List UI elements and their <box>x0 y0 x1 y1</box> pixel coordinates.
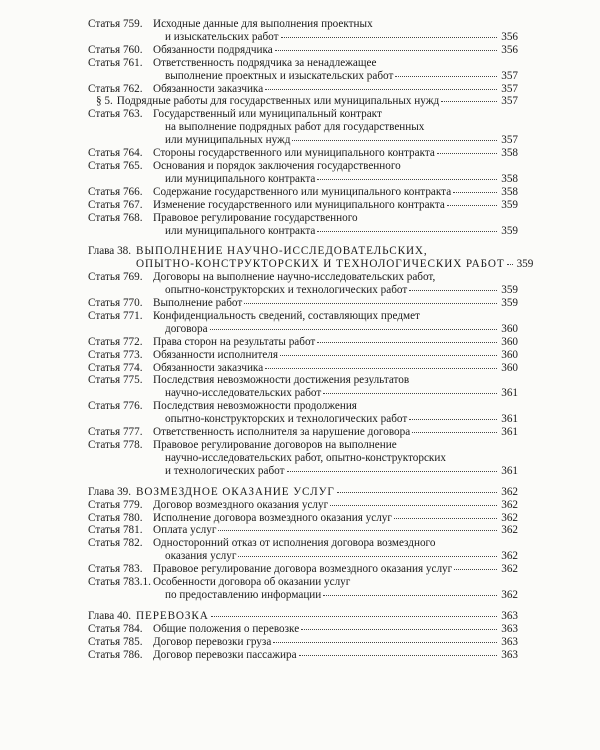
toc-entry-title-line: Содержание государственного или муниципального контракта <box>153 185 452 198</box>
toc-entry-title-line: Договор возмездного оказания услуг <box>153 498 329 511</box>
toc-entry-title <box>153 426 518 439</box>
dot-leader <box>273 641 497 643</box>
dot-leader <box>265 88 497 90</box>
toc-entry-title-line: Изменение государственного или муниципального контракта <box>153 198 445 211</box>
dot-leader <box>317 230 497 232</box>
dot-leader <box>409 289 497 291</box>
toc-article[interactable] <box>88 426 518 439</box>
toc-entry-title-line: или муниципальных нужд <box>165 134 291 147</box>
toc-page-number: 362 <box>501 563 518 576</box>
toc-entry-title <box>153 439 518 478</box>
dot-leader <box>317 341 497 343</box>
toc-article[interactable] <box>88 108 518 147</box>
toc-entry-number: Статья 764. <box>88 147 143 160</box>
toc-article[interactable] <box>88 18 518 44</box>
toc-article[interactable] <box>88 576 518 602</box>
toc-entry-title-line: оказания услуг <box>165 550 237 563</box>
toc-entry-title-line: Обязанности заказчика <box>153 361 264 374</box>
toc-entry-title-line: Ответственность исполнителя за нарушение договора <box>153 426 411 439</box>
toc-entry-number: Глава 38. <box>88 245 132 258</box>
dot-leader <box>211 615 497 617</box>
toc-entry-title <box>153 400 518 426</box>
toc-section[interactable] <box>88 95 518 108</box>
toc-entry-title <box>153 349 518 362</box>
toc-entry-title-line: договора <box>165 322 208 335</box>
toc-article[interactable] <box>88 199 518 212</box>
toc-entry-title <box>153 160 518 186</box>
toc-entry-title-line: или муниципального контракта <box>165 172 316 185</box>
toc-entry-number: Статья 786. <box>88 648 143 661</box>
toc-entry-number: Статья 775. <box>88 374 143 387</box>
toc-entry-title-line: или муниципального контракта <box>165 224 316 237</box>
toc-entry-title-line: опытно-конструкторских и технологических работ <box>165 284 408 297</box>
dot-leader <box>299 654 498 656</box>
toc-entry-title <box>153 524 518 537</box>
dot-leader <box>454 568 497 570</box>
toc-entry-title <box>153 362 518 375</box>
dot-leader <box>395 75 497 77</box>
toc-entry-title-line: Исходные данные для выполнения проектных <box>153 18 373 30</box>
toc-entry-number: § 5. <box>96 95 113 108</box>
toc-page-number: 360 <box>501 335 518 348</box>
toc-entry-number: Статья 771. <box>88 309 143 322</box>
toc-entry-title <box>153 537 518 563</box>
toc-page-number: 362 <box>501 550 518 563</box>
toc-entry-title-line: Правовое регулирование договора возмездного оказания услуг <box>153 563 453 576</box>
toc-page-number: 362 <box>501 498 518 511</box>
toc-entry-number: Статья 776. <box>88 400 143 413</box>
toc-page-number: 362 <box>501 511 518 524</box>
toc-article[interactable] <box>88 563 518 576</box>
toc-chapter[interactable] <box>88 245 534 271</box>
toc-entry-number: Статья 759. <box>88 18 143 30</box>
toc-page-number: 363 <box>501 635 518 648</box>
toc-article[interactable] <box>88 524 518 537</box>
toc-page-number: 357 <box>501 95 518 108</box>
toc-article[interactable] <box>88 336 518 349</box>
toc-entry-title-line: ВЫПОЛНЕНИЕ НАУЧНО-ИССЛЕДОВАТЕЛЬСКИХ, <box>136 245 428 258</box>
toc-entry-title-line: Обязанности исполнителя <box>153 348 279 361</box>
toc-article[interactable] <box>88 160 518 186</box>
toc-entry-title-line: Особенности договора об оказании услуг <box>153 576 351 589</box>
toc-page-number: 356 <box>501 30 518 43</box>
toc-article[interactable] <box>88 297 518 310</box>
toc-page-number: 357 <box>501 69 518 82</box>
dot-leader <box>447 204 497 206</box>
toc-entry-title-line: Оплата услуг <box>153 524 217 537</box>
toc-entry-number: Статья 765. <box>88 159 143 172</box>
dot-leader <box>437 152 497 154</box>
dot-leader <box>275 49 497 51</box>
toc-entry-title-line: Договор перевозки пассажира <box>153 648 297 661</box>
toc-page-number: 363 <box>501 609 518 622</box>
toc-article[interactable] <box>88 512 518 525</box>
toc-entry-number: Глава 40. <box>88 609 132 622</box>
toc-entry-number: Статья 783.1. <box>88 576 151 589</box>
toc-entry-title-line: Последствия невозможности продолжения <box>153 400 357 413</box>
toc-page-number: 359 <box>501 224 518 237</box>
toc-entry-title <box>136 245 534 271</box>
toc-article[interactable] <box>88 212 518 238</box>
dot-leader <box>210 328 498 330</box>
toc-article[interactable] <box>88 439 518 478</box>
toc-entry-title <box>153 108 518 147</box>
toc-entry-number: Статья 780. <box>88 511 143 524</box>
toc-page-number: 360 <box>501 348 518 361</box>
toc-entry-title <box>153 563 518 576</box>
toc-entry-number: Статья 781. <box>88 524 143 537</box>
chapter-gap <box>88 602 518 610</box>
toc-article[interactable] <box>88 83 518 96</box>
toc-page-number: 362 <box>501 485 518 498</box>
toc-article[interactable] <box>88 537 518 563</box>
toc-block <box>88 18 518 237</box>
toc-entry-number: Статья 763. <box>88 108 143 121</box>
toc-page-number: 358 <box>501 172 518 185</box>
dot-leader <box>441 100 497 102</box>
dot-leader <box>301 628 497 630</box>
toc-entry-title-line: по предоставлению информации <box>165 588 322 601</box>
toc-block <box>88 610 518 662</box>
dot-leader <box>287 470 498 472</box>
toc-entry-number: Статья 767. <box>88 198 143 211</box>
toc-chapter[interactable] <box>88 610 518 623</box>
toc-entry-title <box>153 44 518 57</box>
toc-article[interactable] <box>88 44 518 57</box>
dot-leader <box>323 392 497 394</box>
toc-entry-title <box>153 649 518 662</box>
toc-entry-number: Глава 39. <box>88 485 132 498</box>
toc-entry-title-line: Односторонний отказ от исполнения договора возмездного <box>153 537 436 550</box>
toc-entry-title <box>153 576 518 602</box>
dot-leader <box>238 555 497 557</box>
toc-entry-number: Статья 773. <box>88 348 143 361</box>
toc-entry-title-line: Обязанности подрядчика <box>153 43 273 56</box>
toc-article[interactable] <box>88 636 518 649</box>
toc-article[interactable] <box>88 349 518 362</box>
toc-page-number: 359 <box>501 284 518 297</box>
toc-page-number: 360 <box>501 322 518 335</box>
chapter-gap <box>88 237 518 245</box>
toc-article[interactable] <box>88 57 518 83</box>
toc-entry-title-line: Договоры на выполнение научно-исследовательских работ, <box>153 271 436 284</box>
toc-entry-title <box>153 623 518 636</box>
toc-article[interactable] <box>88 147 518 160</box>
toc-entry-title <box>153 18 518 44</box>
toc-entry-number: Статья 770. <box>88 297 143 310</box>
toc-page <box>88 18 534 662</box>
toc-entry-title <box>153 271 518 297</box>
toc-entry-title-line: Правовое регулирование государственного <box>153 211 358 224</box>
toc-entry-title-line: и изыскательских работ <box>165 30 279 43</box>
toc-entry-number: Статья 772. <box>88 335 143 348</box>
toc-article[interactable] <box>88 649 518 662</box>
chapter-gap <box>88 478 518 486</box>
toc-entry-title <box>153 512 518 525</box>
toc-page-number: 361 <box>501 426 518 439</box>
toc-entry-title-line: Обязанности заказчика <box>153 82 264 95</box>
toc-page-number: 357 <box>501 82 518 95</box>
toc-page-number: 362 <box>501 588 518 601</box>
toc-entry-title-line: на выполнение подрядных работ для государственных <box>165 121 425 134</box>
toc-page-number: 360 <box>501 361 518 374</box>
toc-entry-title <box>117 95 518 108</box>
toc-page-number: 361 <box>501 413 518 426</box>
toc-entry-number: Статья 769. <box>88 271 143 284</box>
toc-entry-title-line: Выполнение работ <box>153 297 243 310</box>
toc-entry-title-line: Правовое регулирование договоров на выполнение <box>153 439 397 451</box>
toc-entry-number: Статья 783. <box>88 563 143 576</box>
toc-entry-title <box>153 636 518 649</box>
dot-leader <box>265 367 497 369</box>
toc-entry-title-line: выполнение проектных и изыскательских работ <box>165 69 394 82</box>
toc-entry-title <box>136 610 518 623</box>
dot-leader <box>412 431 497 433</box>
toc-entry-title-line: Ответственность подрядчика за ненадлежащее <box>153 56 377 69</box>
toc-entry-number: Статья 777. <box>88 426 143 439</box>
toc-entry-number: Статья 760. <box>88 43 143 56</box>
toc-entry-title-line: и технологических работ <box>165 464 285 477</box>
toc-block <box>88 486 518 602</box>
dot-leader <box>453 191 497 193</box>
toc-article[interactable] <box>88 271 518 297</box>
dot-leader <box>507 263 513 265</box>
toc-page-number: 359 <box>516 258 534 271</box>
toc-page-number: 361 <box>501 464 518 477</box>
toc-entry-title-line: ОПЫТНО-КОНСТРУКТОРСКИХ И ТЕХНОЛОГИЧЕСКИХ РАБОТ <box>136 258 505 271</box>
toc-article[interactable] <box>88 186 518 199</box>
toc-entry-title <box>153 147 518 160</box>
toc-entry-title <box>153 199 518 212</box>
toc-page-number: 356 <box>501 43 518 56</box>
dot-leader <box>394 517 497 519</box>
toc-entry-title <box>136 486 518 499</box>
toc-entry-number: Статья 782. <box>88 537 143 550</box>
toc-entry-number: Статья 785. <box>88 635 143 648</box>
toc-entry-number: Статья 766. <box>88 185 143 198</box>
dot-leader <box>409 418 497 420</box>
toc-entry-number: Статья 778. <box>88 439 143 451</box>
toc-page-number: 363 <box>501 622 518 635</box>
toc-entry-title-line: Исполнение договора возмездного оказания услуг <box>153 511 392 524</box>
toc-entry-title <box>153 186 518 199</box>
toc-entry-title-line: Общие положения о перевозке <box>153 622 300 635</box>
toc-entry-title <box>153 336 518 349</box>
toc-page-number: 359 <box>501 198 518 211</box>
toc-page-number: 358 <box>501 185 518 198</box>
toc-entry-number: Статья 761. <box>88 56 143 69</box>
toc-page-number: 357 <box>501 134 518 147</box>
toc-entry-title-line: ПЕРЕВОЗКА <box>136 609 209 622</box>
toc-article[interactable] <box>88 310 518 336</box>
dot-leader <box>218 529 497 531</box>
toc-entry-title <box>153 83 518 96</box>
toc-article[interactable] <box>88 623 518 636</box>
toc-article[interactable] <box>88 362 518 375</box>
dot-leader <box>317 178 497 180</box>
dot-leader <box>281 36 498 38</box>
toc-entry-title <box>153 310 518 336</box>
toc-entry-title-line: Последствия невозможности достижения результатов <box>153 374 410 387</box>
dot-leader <box>330 504 497 506</box>
toc-chapter[interactable] <box>88 486 518 499</box>
toc-page-number: 363 <box>501 648 518 661</box>
toc-page-number: 361 <box>501 387 518 400</box>
toc-entry-number: Статья 768. <box>88 211 143 224</box>
toc-article[interactable] <box>88 499 518 512</box>
toc-entry-title-line: Договор перевозки груза <box>153 635 272 648</box>
toc-entry-title-line: ВОЗМЕЗДНОЕ ОКАЗАНИЕ УСЛУГ <box>136 485 335 498</box>
toc-entry-number: Статья 779. <box>88 498 143 511</box>
dot-leader <box>280 354 497 356</box>
dot-leader <box>244 302 497 304</box>
toc-entry-number: Статья 762. <box>88 82 143 95</box>
toc-article[interactable] <box>88 400 518 426</box>
toc-entry-title <box>153 374 518 400</box>
toc-page-number: 362 <box>501 524 518 537</box>
toc-entry-title-line: Государственный или муниципальный контракт <box>153 108 382 121</box>
toc-entry-number: Статья 784. <box>88 622 143 635</box>
toc-entry-title-line: Стороны государственного или муниципального контракта <box>153 147 435 160</box>
toc-entry-title-line: научно-исследовательских работ, опытно-конструкторских <box>165 451 446 464</box>
toc-entry-title <box>153 297 518 310</box>
dot-leader <box>292 139 497 141</box>
toc-entry-title-line: Основания и порядок заключения государственного <box>153 159 401 172</box>
toc-entry-title-line: Права сторон на результаты работ <box>153 335 316 348</box>
dot-leader <box>323 594 497 596</box>
dot-leader <box>337 491 497 493</box>
toc-page-number: 358 <box>501 147 518 160</box>
toc-block <box>88 245 534 477</box>
toc-entry-title-line: Подрядные работы для государственных или муниципальных нужд <box>116 95 440 108</box>
toc-article[interactable] <box>88 374 518 400</box>
toc-entry-title <box>153 212 518 238</box>
toc-entry-title-line: научно-исследовательских работ <box>165 387 322 400</box>
toc-entry-title-line: опытно-конструкторских и технологических работ <box>165 413 408 426</box>
toc-page-number: 359 <box>501 297 518 310</box>
toc-entry-number: Статья 774. <box>88 361 143 374</box>
toc-entry-title-line: Конфиденциальность сведений, составляющих предмет <box>153 309 420 322</box>
toc-entry-title <box>153 57 518 83</box>
toc-entry-title <box>153 499 518 512</box>
